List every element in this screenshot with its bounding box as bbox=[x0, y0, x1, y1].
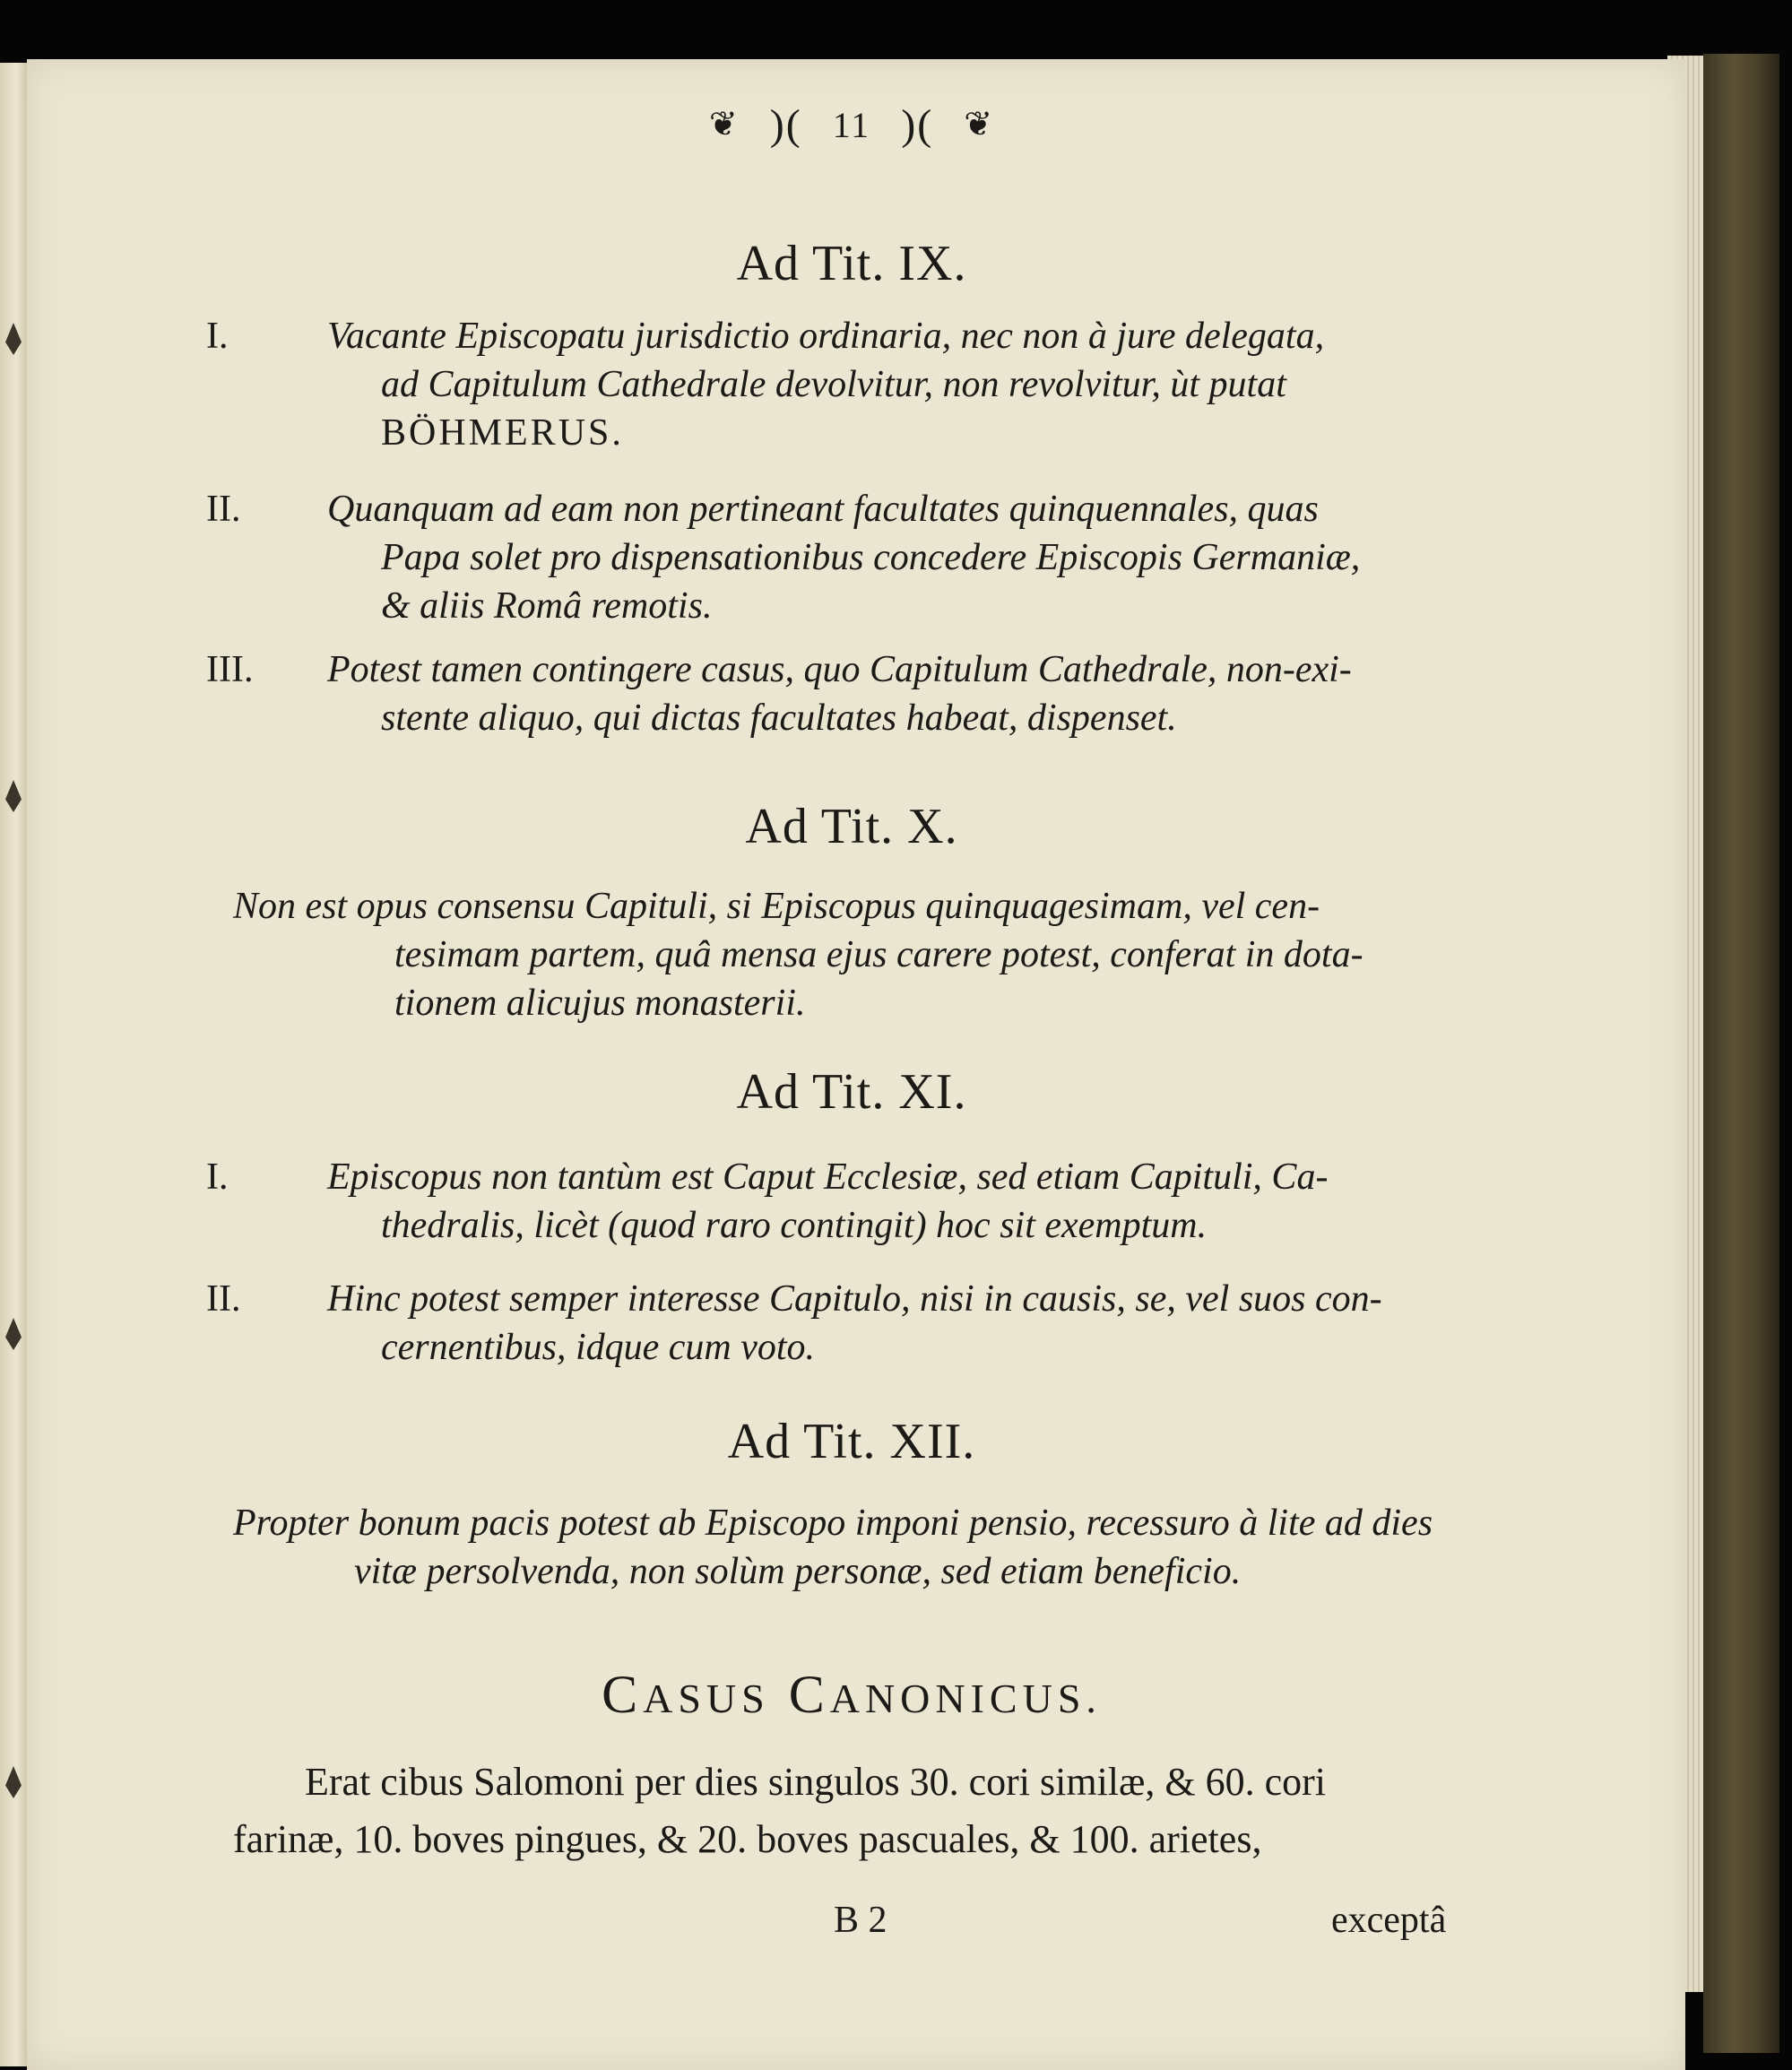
thesis-number: II. bbox=[206, 1278, 241, 1320]
ornament-left-icon: ❦ bbox=[708, 106, 740, 143]
book-page bbox=[27, 59, 1685, 2070]
thesis-line: Quanquam ad eam non pertineant facultates quinquennales, quas bbox=[327, 489, 1319, 530]
thesis-ix-3 bbox=[206, 645, 1497, 742]
thesis-xii bbox=[233, 1499, 1497, 1596]
thesis-line: & aliis Româ remotis. bbox=[381, 585, 713, 627]
binding-mark bbox=[5, 1766, 22, 1798]
casus-line: Erat cibus Salomoni per dies singulos 30. cori similæ, & 60. cori bbox=[305, 1760, 1326, 1804]
thesis-xi-2 bbox=[206, 1275, 1497, 1372]
thesis-line: vitæ persolvenda, non solùm personæ, sed etiam beneficio. bbox=[354, 1551, 1242, 1592]
thesis-line: Potest tamen contingere casus, quo Capitulum Cathedrale, non-exi- bbox=[327, 649, 1352, 690]
thesis-line: BÖHMERUS. bbox=[381, 412, 624, 454]
casus-title: CASUS CANONICUS. bbox=[602, 1665, 1102, 1724]
thesis-number: I. bbox=[206, 316, 229, 357]
thesis-number: III. bbox=[206, 649, 254, 690]
thesis-line: cernentibus, idque cum voto. bbox=[381, 1327, 816, 1368]
binding-mark bbox=[5, 1318, 22, 1350]
ornament-right-icon: ❦ bbox=[964, 106, 995, 143]
thesis-line: ad Capitulum Cathedrale devolvitur, non revolvitur, ùt putat bbox=[381, 364, 1286, 405]
thesis-line: Vacante Episcopatu jurisdictio ordinaria, nec non à jure delegata, bbox=[327, 316, 1325, 357]
paren-left: )( bbox=[769, 100, 802, 149]
thesis-xi-1 bbox=[206, 1153, 1497, 1250]
paren-right: )( bbox=[901, 100, 934, 149]
thesis-ix-1 bbox=[206, 312, 1497, 457]
section-title-xii: Ad Tit. XII. bbox=[727, 1414, 976, 1469]
running-header bbox=[206, 93, 1497, 156]
section-title-x: Ad Tit. X. bbox=[745, 799, 958, 854]
casus-line: farinæ, 10. boves pingues, & 20. boves pascuales, & 100. arietes, bbox=[233, 1817, 1262, 1861]
binding-mark bbox=[5, 780, 22, 812]
thesis-line: stente aliquo, qui dictas facultates habeat, dispenset. bbox=[381, 697, 1177, 739]
casus-text bbox=[233, 1754, 1506, 1868]
catchword: exceptâ bbox=[1331, 1900, 1447, 1941]
book-cover-board bbox=[1703, 54, 1779, 2053]
thesis-line: Propter bonum pacis potest ab Episcopo imponi pensio, recessuro à lite ad dies bbox=[233, 1503, 1433, 1544]
thesis-line: Non est opus consensu Capituli, si Episcopus quinquagesimam, vel cen- bbox=[233, 886, 1320, 927]
thesis-line: tionem alicujus monasterii. bbox=[394, 983, 806, 1024]
thesis-line: thedralis, licèt (quod raro contingit) hoc sit exemptum. bbox=[381, 1205, 1208, 1246]
binding-mark bbox=[5, 323, 22, 355]
thesis-line: Hinc potest semper interesse Capitulo, nisi in causis, se, vel suos con- bbox=[327, 1278, 1382, 1320]
thesis-line: Episcopus non tantùm est Caput Ecclesiæ, sed etiam Capituli, Ca- bbox=[327, 1156, 1329, 1198]
thesis-number: I. bbox=[206, 1156, 229, 1198]
section-title-xi: Ad Tit. XI. bbox=[736, 1064, 967, 1120]
page-number: 11 bbox=[832, 104, 871, 145]
thesis-line: tesimam partem, quâ mensa ejus carere potest, conferat in dota- bbox=[394, 934, 1363, 975]
thesis-line: Papa solet pro dispensationibus concedere Episcopis Germaniæ, bbox=[381, 537, 1361, 578]
signature-mark: B 2 bbox=[834, 1900, 887, 1941]
page-left-edge bbox=[0, 63, 27, 2066]
section-title-ix: Ad Tit. IX. bbox=[736, 236, 967, 291]
thesis-x bbox=[233, 882, 1497, 1027]
page-content bbox=[206, 59, 1497, 2070]
thesis-ix-2 bbox=[206, 485, 1497, 630]
thesis-number: II. bbox=[206, 489, 241, 530]
